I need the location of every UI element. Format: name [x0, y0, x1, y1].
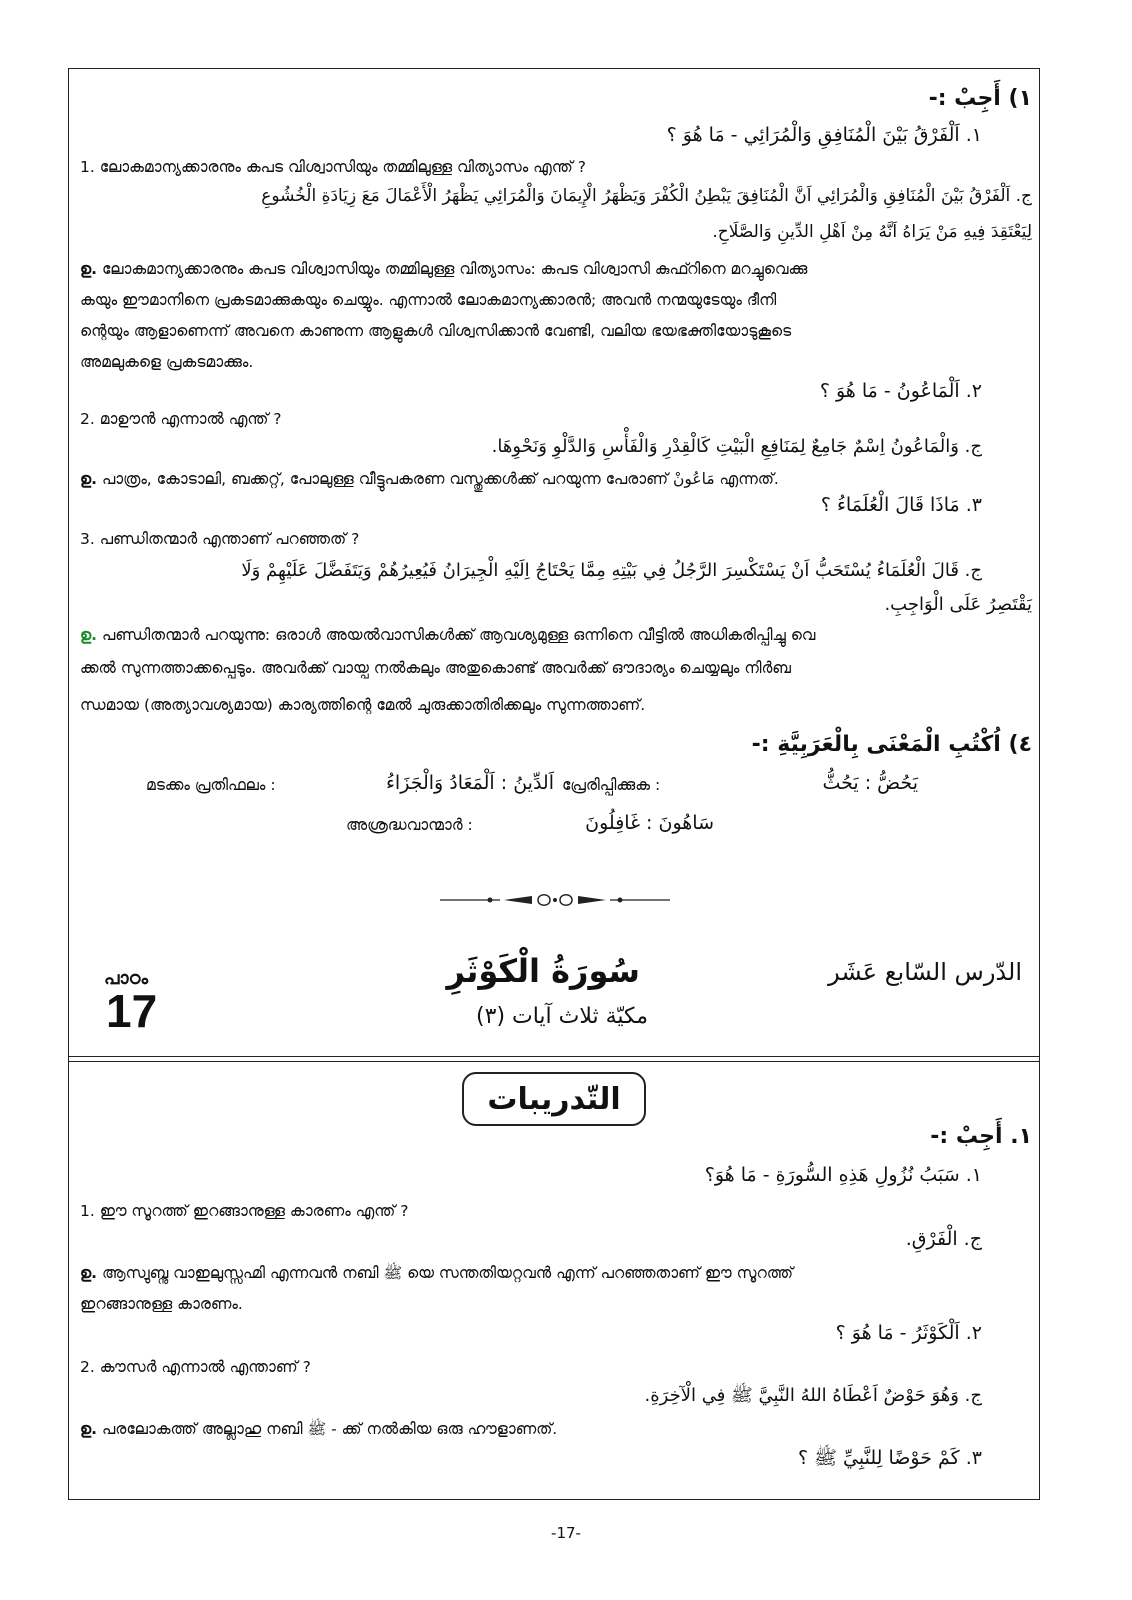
ex-q1-answer-ml-line-1: ഉ. ആസ്വുബ്നു വാഇലുസ്സഹ്മി എന്നവൻ നബി ﷺ യെ സന്തതിയറ്റവൻ എന്ന് പറഞ്ഞതാണ് ഈ സൂറത്ത്	[80, 1264, 794, 1282]
section4-heading: ٤) اُكْتُبِ الْمَعْنَى بِالْعَرَبِيَّةِ :-	[751, 732, 1032, 757]
vocab-3-ar: سَاهُونَ : غَافِلُونَ	[585, 812, 714, 834]
q3-answer-ar-1: ج. قَالَ الْعُلَمَاءُ يُسْتَحَبُّ اَنْ يَسْتَكْسِرَ الرَّجُلُ فِي بَيْتِهِ مِمَّا يَحْتَاجُ اِلَيْهِ الْجِيرَانُ فَيُعِيرُهُمْ وَيَتَفَضَّلَ عَلَيْهِمْ وَلَا	[241, 560, 982, 581]
exercises-title-box	[462, 1072, 646, 1126]
ex-q1-answer-ar: ج. الْفَرْقِ.	[905, 1228, 982, 1250]
q3-question-ml: 3. പണ്ഡിതന്മാർ എന്താണ് പറഞ്ഞത് ?	[80, 530, 360, 548]
vocab-2-ml: മടക്കം പ്രതിഫലം :	[146, 776, 276, 794]
q1-answer-ar-2: لِيَعْتَقِدَ فِيهِ مَنْ يَرَاهُ اَنَّهُ مِنْ اَهْلِ الدِّينِ وَالصَّلَاحِ.	[712, 222, 1032, 242]
q3-question-ar: ٣. مَاذَا قَالَ الْعُلَمَاءُ ؟	[820, 494, 982, 516]
section1-heading: ١) أَجِبْ :-	[928, 86, 1032, 111]
q1-answer-ml-line-3: ന്റെയും ആളാണെന്ന് അവനെ കാണുന്ന ആളുകൾ വിശ്വസിക്കാൻ വേണ്ടി, വലിയ ഭയഭക്തിയോടുകൂടെ	[80, 322, 792, 340]
section-divider-bottom	[68, 1061, 1040, 1062]
lesson-ar: الدّرس السّابع عَشَر	[828, 958, 1022, 986]
q2-question-ar: ٢. اَلْمَاعُونُ - مَا هُوَ ؟	[819, 380, 982, 402]
vocab-1-ml: പ്രേരിപ്പിക്കുക :	[562, 776, 661, 794]
q1-answer-ml-line-2: കയും ഈമാനിനെ പ്രകടമാക്കുകയും ചെയ്യും. എന്നാൽ ലോകമാന്യക്കാരൻ; അവൻ നന്മയുടേയും ദീനി	[80, 291, 777, 309]
q1-question-ml: 1. ലോകമാന്യക്കാരനും കപട വിശ്വാസിയും തമ്മിലുള്ള വിത്യാസം എന്ത് ?	[80, 158, 586, 176]
ex-q3-question-ar: ٣. كَمْ حَوْضًا لِلنَّبِيِّ ﷺ ؟	[797, 1447, 982, 1469]
q3-answer-ml-line-2: ക്കൽ സുന്നത്താക്കപ്പെടും. അവർക്ക് വായ്പ നൽകലും അതുകൊണ്ട് അവർക്ക് ഔദാര്യം ചെയ്യലും നിർബ	[80, 659, 791, 677]
vocab-1-ar: يَحُضُّ : يَحُثُّ	[822, 772, 918, 794]
surah-subtitle: مكيّة ثلاث آيات (٣)	[476, 1004, 648, 1029]
ex-q2-question-ml: 2. കൗസർ എന്നാൽ എന്താണ് ?	[80, 1358, 311, 1376]
ex-q1-answer-ml-line-2: ഇറങ്ങാനുള്ള കാരണം.	[80, 1295, 243, 1313]
surah-title: سُورَةُ الْكَوْثَرِ	[446, 952, 640, 990]
exercises-heading: ١. أَجِبْ :-	[930, 1124, 1032, 1149]
q1-question-ar: ١. اَلْفَرْقُ بَيْنَ الْمُنَافِقِ وَالْمُرَائِي - مَا هُوَ ؟	[666, 124, 982, 146]
q2-answer-ar: ج. وَالْمَاعُونُ اِسْمٌ جَامِعٌ لِمَنَافِعِ الْبَيْتِ كَالْقِدْرِ وَالْفَأْسِ وَالدَّلْوِ وَنَحْوِهَا.	[491, 436, 982, 457]
q2-answer-ml: ഉ. പാത്രം, കോടാലി, ബക്കറ്റ്, പോലുള്ള വീട്ടുപകരണ വസ്തുക്കൾക്ക് പറയുന്ന പേരാണ് مَاعُونْ എന്നത്.	[80, 470, 779, 488]
decorative-ornament-icon	[440, 890, 670, 910]
ex-q2-question-ar: ٢. اَلْكَوْثَرُ - مَا هُوَ ؟	[835, 1322, 982, 1344]
section-divider-top	[68, 1056, 1040, 1057]
vocab-3-ml: അശ്രദ്ധവാന്മാർ :	[346, 816, 473, 834]
ex-q2-answer-ml: ഉ. പരലോകത്ത് അല്ലാഹു നബി ﷺ - ക്ക് നൽകിയ ഒരു ഹൗളാണത്.	[80, 1420, 558, 1438]
ex-q1-question-ml: 1. ഈ സൂറത്ത് ഇറങ്ങാനുള്ള കാരണം എന്ത് ?	[80, 1202, 409, 1220]
lesson-label: പാഠം	[104, 968, 149, 989]
q3-answer-ml-line-1: ഉ. പണ്ഡിതന്മാർ പറയുന്നു: ഒരാൾ അയൽവാസികൾക്ക് ആവശ്യമുള്ള ഒന്നിനെ വീട്ടിൽ അധികരിപ്പിച്ചു വെ	[80, 626, 816, 644]
q1-answer-ar-1: ج. اَلْفَرْقُ بَيْنَ الْمُنَافِقِ وَالْمُرَائِي اَنَّ الْمُنَافِقَ يَبْطِنُ الْكُفْرَ وَيَظْهَرُ الْإِيمَانَ وَالْمُرَائِي يَظْهَرُ الْأَعْمَالَ مَعَ زِيَادَةِ الْخُشُوعِ	[261, 186, 1032, 206]
vocab-2-ar: اَلدِّينُ : اَلْمَعَادُ وَالْجَزَاءُ	[386, 772, 554, 794]
q2-question-ml: 2. മാഊൻ എന്നാൽ എന്ത് ?	[80, 410, 282, 428]
lesson-number: 17	[106, 985, 158, 1037]
page-number: -17-	[551, 1524, 581, 1542]
q3-answer-ar-2: يَقْتَصِرُ عَلَى الْوَاجِبِ.	[884, 594, 1032, 615]
ex-q1-question-ar: ١. سَبَبُ نُزُولِ هَذِهِ السُّورَةِ - مَا هُوَ؟	[704, 1164, 982, 1186]
q3-answer-ml-line-3: ന്ധമായ (അത്യാവശ്യമായ) കാര്യത്തിന്റെ മേൽ ചുരുക്കാതിരിക്കലും സുന്നത്താണ്.	[80, 696, 646, 714]
exercises-title: التّدريبات	[487, 1081, 621, 1117]
q1-answer-ml-line-4: അമലുകളെ പ്രകടമാക്കും.	[80, 353, 254, 371]
ex-q2-answer-ar: ج. وَهُوَ حَوْضٌ اَعْطَاهُ اللهُ النَّبِيَّ ﷺ فِي الْآخِرَةِ.	[644, 1385, 982, 1406]
q1-answer-ml-line-1: ഉ. ലോകമാന്യക്കാരനും കപട വിശ്വാസിയും തമ്മിലുള്ള വിത്യാസം: കപട വിശ്വാസി കുഫ്റിനെ മറച്ചുവെക്കു	[80, 260, 808, 278]
